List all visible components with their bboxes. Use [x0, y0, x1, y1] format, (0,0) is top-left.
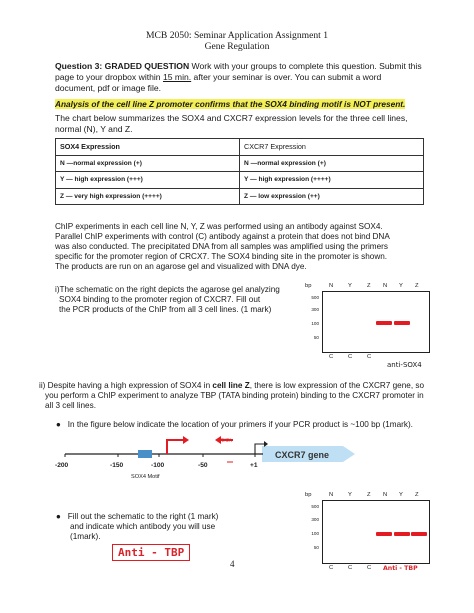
tick-label: -200 — [55, 462, 69, 469]
chip-para-1: ChIP experiments in each cell line N, Y, Z was performed using an antibody against SOX4. — [55, 222, 383, 231]
lane-label: Y — [348, 492, 352, 498]
chip-para-2: Parallel ChIP experiments with control (C) antibody against a protein that does not bind DNA — [55, 232, 390, 241]
gel-frame — [322, 291, 430, 353]
tick-label: -50 — [198, 462, 208, 469]
lane-label: N — [383, 283, 388, 289]
doc-subtitle: Gene Regulation — [204, 41, 270, 52]
bullet-1: ● In the figure below indicate the location of your primers if your PCR product is ~100 bp (1mark). — [56, 420, 413, 429]
marker-label: 500 — [311, 504, 319, 509]
gel-band — [376, 321, 392, 325]
gel-band — [394, 321, 410, 325]
antibody-answer-box: Anti - TBP — [112, 544, 190, 561]
table-header-cell: SOX4 Expression — [56, 139, 240, 156]
part-ii-1: ii) Despite having a high expression of SOX4 in cell line Z, there is low expression of the CXCR7 gene, so — [39, 381, 425, 390]
bullet-dot-icon: ● — [56, 420, 61, 429]
control-label: C — [329, 354, 334, 360]
table-cell: N —normal expression (+) — [240, 155, 424, 172]
part-ii-3: all 3 cell lines. — [45, 401, 96, 410]
question-line-2: page to your dropbox within 15 min. after your seminar is over. You can submit a word — [55, 72, 382, 82]
marker-label: 300 — [311, 517, 319, 522]
lane-label: Y — [348, 283, 352, 289]
lane-label: N — [329, 283, 334, 289]
part-i-3: the PCR products of the ChIP from all 3 cell lines. (1 mark) — [59, 305, 272, 314]
table-cell: Z — low expression (++) — [240, 188, 424, 205]
gene-label: CXCR7 gene — [275, 450, 330, 460]
bullet-2: ● Fill out the schematic to the right (1 mark) — [56, 512, 219, 521]
lane-label: Z — [367, 283, 371, 289]
table-cell: Z — very high expression (++++) — [56, 188, 240, 205]
chip-para-4: specific for the promoter region of CRCX7. The SOX4 binding site in the promoter is shown. — [55, 252, 388, 261]
lane-label: Y — [399, 283, 403, 289]
lane-label: Z — [415, 283, 419, 289]
table-cell: Y — high expression (+++) — [56, 172, 240, 189]
bullet-2-line-2: and indicate which antibody you will use — [70, 522, 216, 531]
question-line-1: Question 3: GRADED QUESTION Work with your groups to complete this question. Submit this — [55, 61, 422, 71]
control-label: C — [367, 565, 372, 571]
gel-bp-label: bp — [305, 492, 312, 498]
tata-label: TATA — [221, 439, 232, 444]
chart-intro-1: The chart below summarizes the SOX4 and CXCR7 expression levels for the three cell lines, — [55, 113, 408, 123]
motif-label: SOX4 Motif — [131, 474, 160, 480]
chip-para-5: The products are run on an agarose gel and visualized with DNA dye. — [55, 262, 307, 271]
lane-label: Z — [367, 492, 371, 498]
gel-1 — [305, 283, 430, 373]
question-line-3: document, pdf or image file. — [55, 83, 162, 93]
lane-label: Y — [399, 492, 403, 498]
chip-para-3: was also conducted. The precipitated DNA from all samples was amplified using the primers — [55, 242, 388, 251]
tick-label: -150 — [110, 462, 124, 469]
marker-label: 300 — [311, 307, 319, 312]
bullet-dot-icon: ● — [56, 512, 61, 521]
part-ii-2: you perform a ChIP experiment to analyze TBP (TATA binding protein) binding to the CXCR7 promoter in — [45, 391, 424, 400]
table-cell: Y — high expression (++++) — [240, 172, 424, 189]
gel-2 — [305, 492, 430, 584]
control-label: C — [348, 354, 353, 360]
part-i-1: i)The schematic on the right depicts the agarose gel analyzing — [55, 285, 280, 294]
antibody-label: anti-SOX4 — [387, 361, 422, 369]
lane-label: N — [329, 492, 334, 498]
expression-table — [55, 138, 424, 205]
marker-label: 50 — [313, 545, 319, 550]
marker-label: 50 — [313, 335, 319, 340]
lane-label: Z — [415, 492, 419, 498]
doc-title: MCB 2050: Seminar Application Assignment 1 — [145, 30, 328, 41]
part-i-2: SOX4 binding to the promoter region of CXCR7. Fill out — [59, 295, 261, 304]
page-number: 4 — [230, 559, 235, 569]
control-label: C — [348, 565, 353, 571]
tick-label: -100 — [151, 462, 165, 469]
gel-band — [411, 532, 427, 536]
table-header-cell: CXCR7 Expression — [240, 139, 424, 156]
gel-bp-label: bp — [305, 283, 312, 289]
control-label: C — [367, 354, 372, 360]
sox4-motif-box — [138, 450, 152, 458]
chart-intro-2: normal (N), Y and Z. — [55, 124, 133, 134]
promoter-schematic — [55, 432, 375, 487]
table-cell: N —normal expression (+) — [56, 155, 240, 172]
bullet-2-line-3: (1mark). — [70, 532, 101, 541]
table-row — [56, 188, 424, 205]
control-label: C — [329, 565, 334, 571]
gel-frame — [322, 500, 430, 564]
gel-band — [394, 532, 410, 536]
marker-label: 100 — [311, 531, 319, 536]
antibody-label: Anti - TBP — [383, 565, 418, 572]
gel-band — [376, 532, 392, 536]
tick-label: +1 — [250, 462, 258, 469]
marker-label: 100 — [311, 321, 319, 326]
marker-label: 500 — [311, 295, 319, 300]
lane-label: N — [383, 492, 388, 498]
highlight-statement: Analysis of the cell line Z promoter confirms that the SOX4 binding motif is NOT present. — [55, 99, 406, 109]
table-row — [56, 155, 424, 172]
forward-primer-arrowhead — [183, 436, 189, 444]
forward-primer-arrow — [167, 440, 183, 454]
question-label: Question 3: GRADED QUESTION — [55, 61, 190, 71]
table-row — [56, 172, 424, 189]
table-header-row — [56, 139, 424, 156]
